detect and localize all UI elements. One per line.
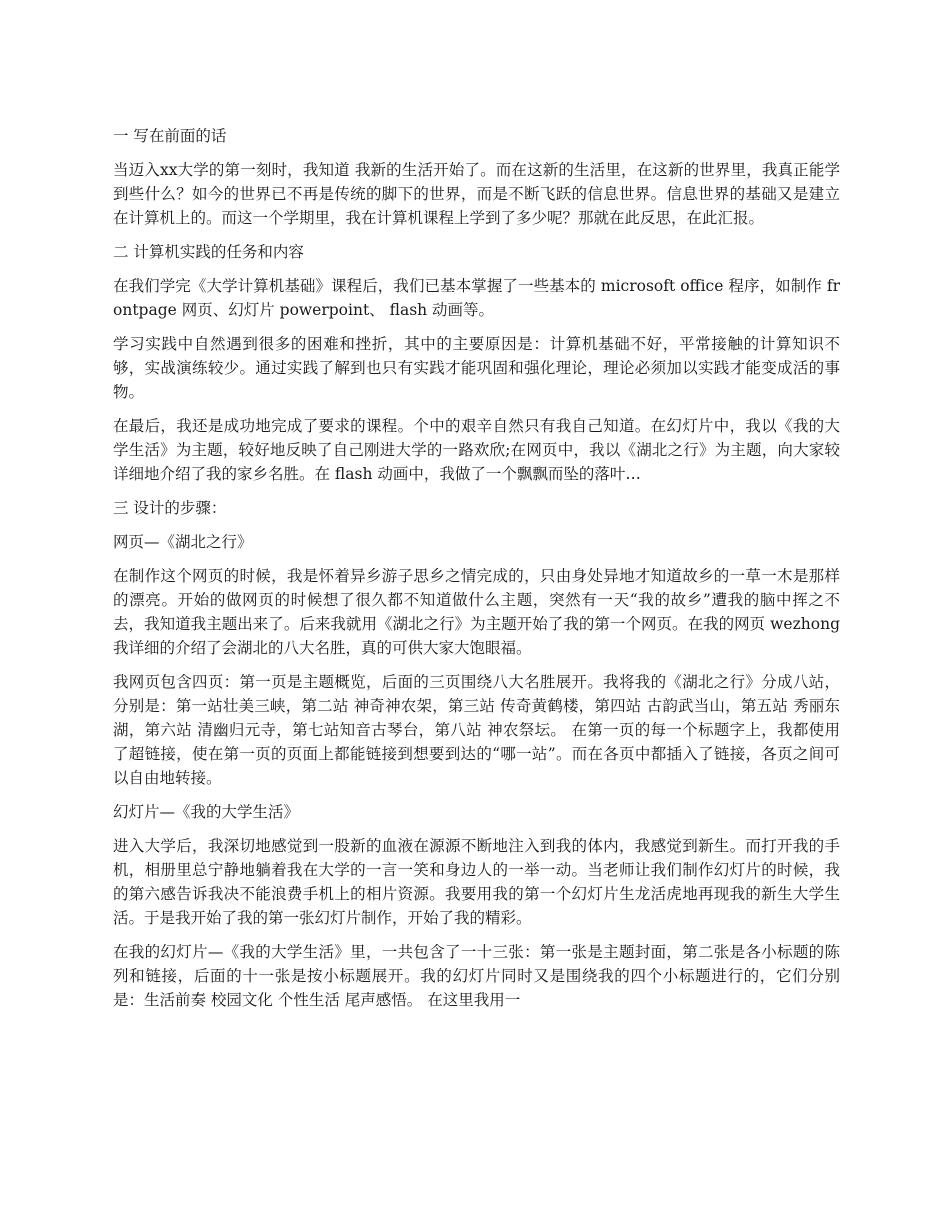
paragraph-webpage-structure: 我网页包含四页：第一页是主题概览，后面的三页围绕八大名胜展开。我将我的《湖北之行》分成八站，分别是：第一站壮美三峡，第二站 神奇神农架，第三站 传奇黄鹤楼，第四站 古韵武当山，第五站 秀丽东湖，第六站 清幽归元寺，第七站知音古琴台，第八站 神农祭坛。 在第一页的每一个标题字上，我都使用了超链接，使在第一页的页面上都能链接到想要到达的“哪一站”。而在各页中都插入了链接，各页之间可以自由地转接。: [113, 673, 840, 787]
section-heading-tasks: 二 计算机实践的任务和内容: [113, 243, 304, 261]
paragraph-slides-motivation: 进入大学后，我深切地感觉到一股新的血液在源源不断地注入到我的体内，我感觉到新生。而打开我的手机，相册里总宁静地躺着我在大学的一言一笑和身边人的一举一动。当老师让我们制作幻灯片的时候，我的第六感告诉我决不能浪费手机上的相片资源。我要用我的第一个幻灯片生龙活虎地再现我的新生大学生活。于是我开始了我的第一张幻灯片制作，开始了我的精彩。: [113, 837, 840, 927]
paragraph-webpage-creation: 在制作这个网页的时候，我是怀着异乡游子思乡之情完成的，只由身处异地才知道故乡的一草一木是那样的漂亮。开始的做网页的时候想了很久都不知道做什么主题，突然有一天“我的故乡”遭我的脑中挥之不去，我知道我主题出来了。后来我就用《湖北之行》为主题开始了我的第一个网页。在我的网页 wezhong 我详细的介绍了会湖北的八大名胜，真的可供大家大饱眼福。: [113, 567, 840, 657]
paragraph-completion: 在最后，我还是成功地完成了要求的课程。个中的艰辛自然只有我自己知道。在幻灯片中，我以《我的大学生活》为主题，较好地反映了自己刚进大学的一路欢欣;在网页中，我以《湖北之行》为主题，向大家较详细地介绍了我的家乡名胜。在 flash 动画中，我做了一个飘飘而坠的落叶…: [113, 417, 840, 483]
paragraph-office-programs: 在我们学完《大学计算机基础》课程后，我们已基本掌握了一些基本的 microsoft office 程序，如制作 frontpage 网页、幻灯片 powerpoint、 flash 动画等。: [113, 277, 840, 319]
section-heading-preface: 一 写在前面的话: [113, 127, 227, 145]
subheading-slides: 幻灯片—《我的大学生活》: [113, 803, 300, 821]
section-heading-design-steps: 三 设计的步骤：: [113, 499, 227, 517]
paragraph-slides-structure: 在我的幻灯片—《我的大学生活》里，一共包含了一十三张：第一张是主题封面，第二张是各小标题的陈列和链接，后面的十一张是按小标题展开。我的幻灯片同时又是围绕我的四个小标题进行的，它们分别是：生活前奏 校园文化 个性生活 尾声感悟。 在这里我用一: [113, 943, 840, 1009]
document-page: [113, 124, 840, 1022]
paragraph-difficulties: 学习实践中自然遇到很多的困难和挫折，其中的主要原因是：计算机基础不好，平常接触的计算知识不够，实战演练较少。通过实践了解到也只有实践才能巩固和强化理论，理论必须加以实践才能变成活的事物。: [113, 335, 840, 401]
paragraph-intro: 当迈入xx大学的第一刻时，我知道 我新的生活开始了。而在这新的生活里，在这新的世界里，我真正能学到些什么？如今的世界已不再是传统的脚下的世界，而是不断飞跃的信息世界。信息世界的基础又是建立在计算机上的。而这一个学期里，我在计算机课程上学到了多少呢？那就在此反思，在此汇报。: [113, 161, 840, 227]
subheading-webpage: 网页—《湖北之行》: [113, 533, 253, 551]
